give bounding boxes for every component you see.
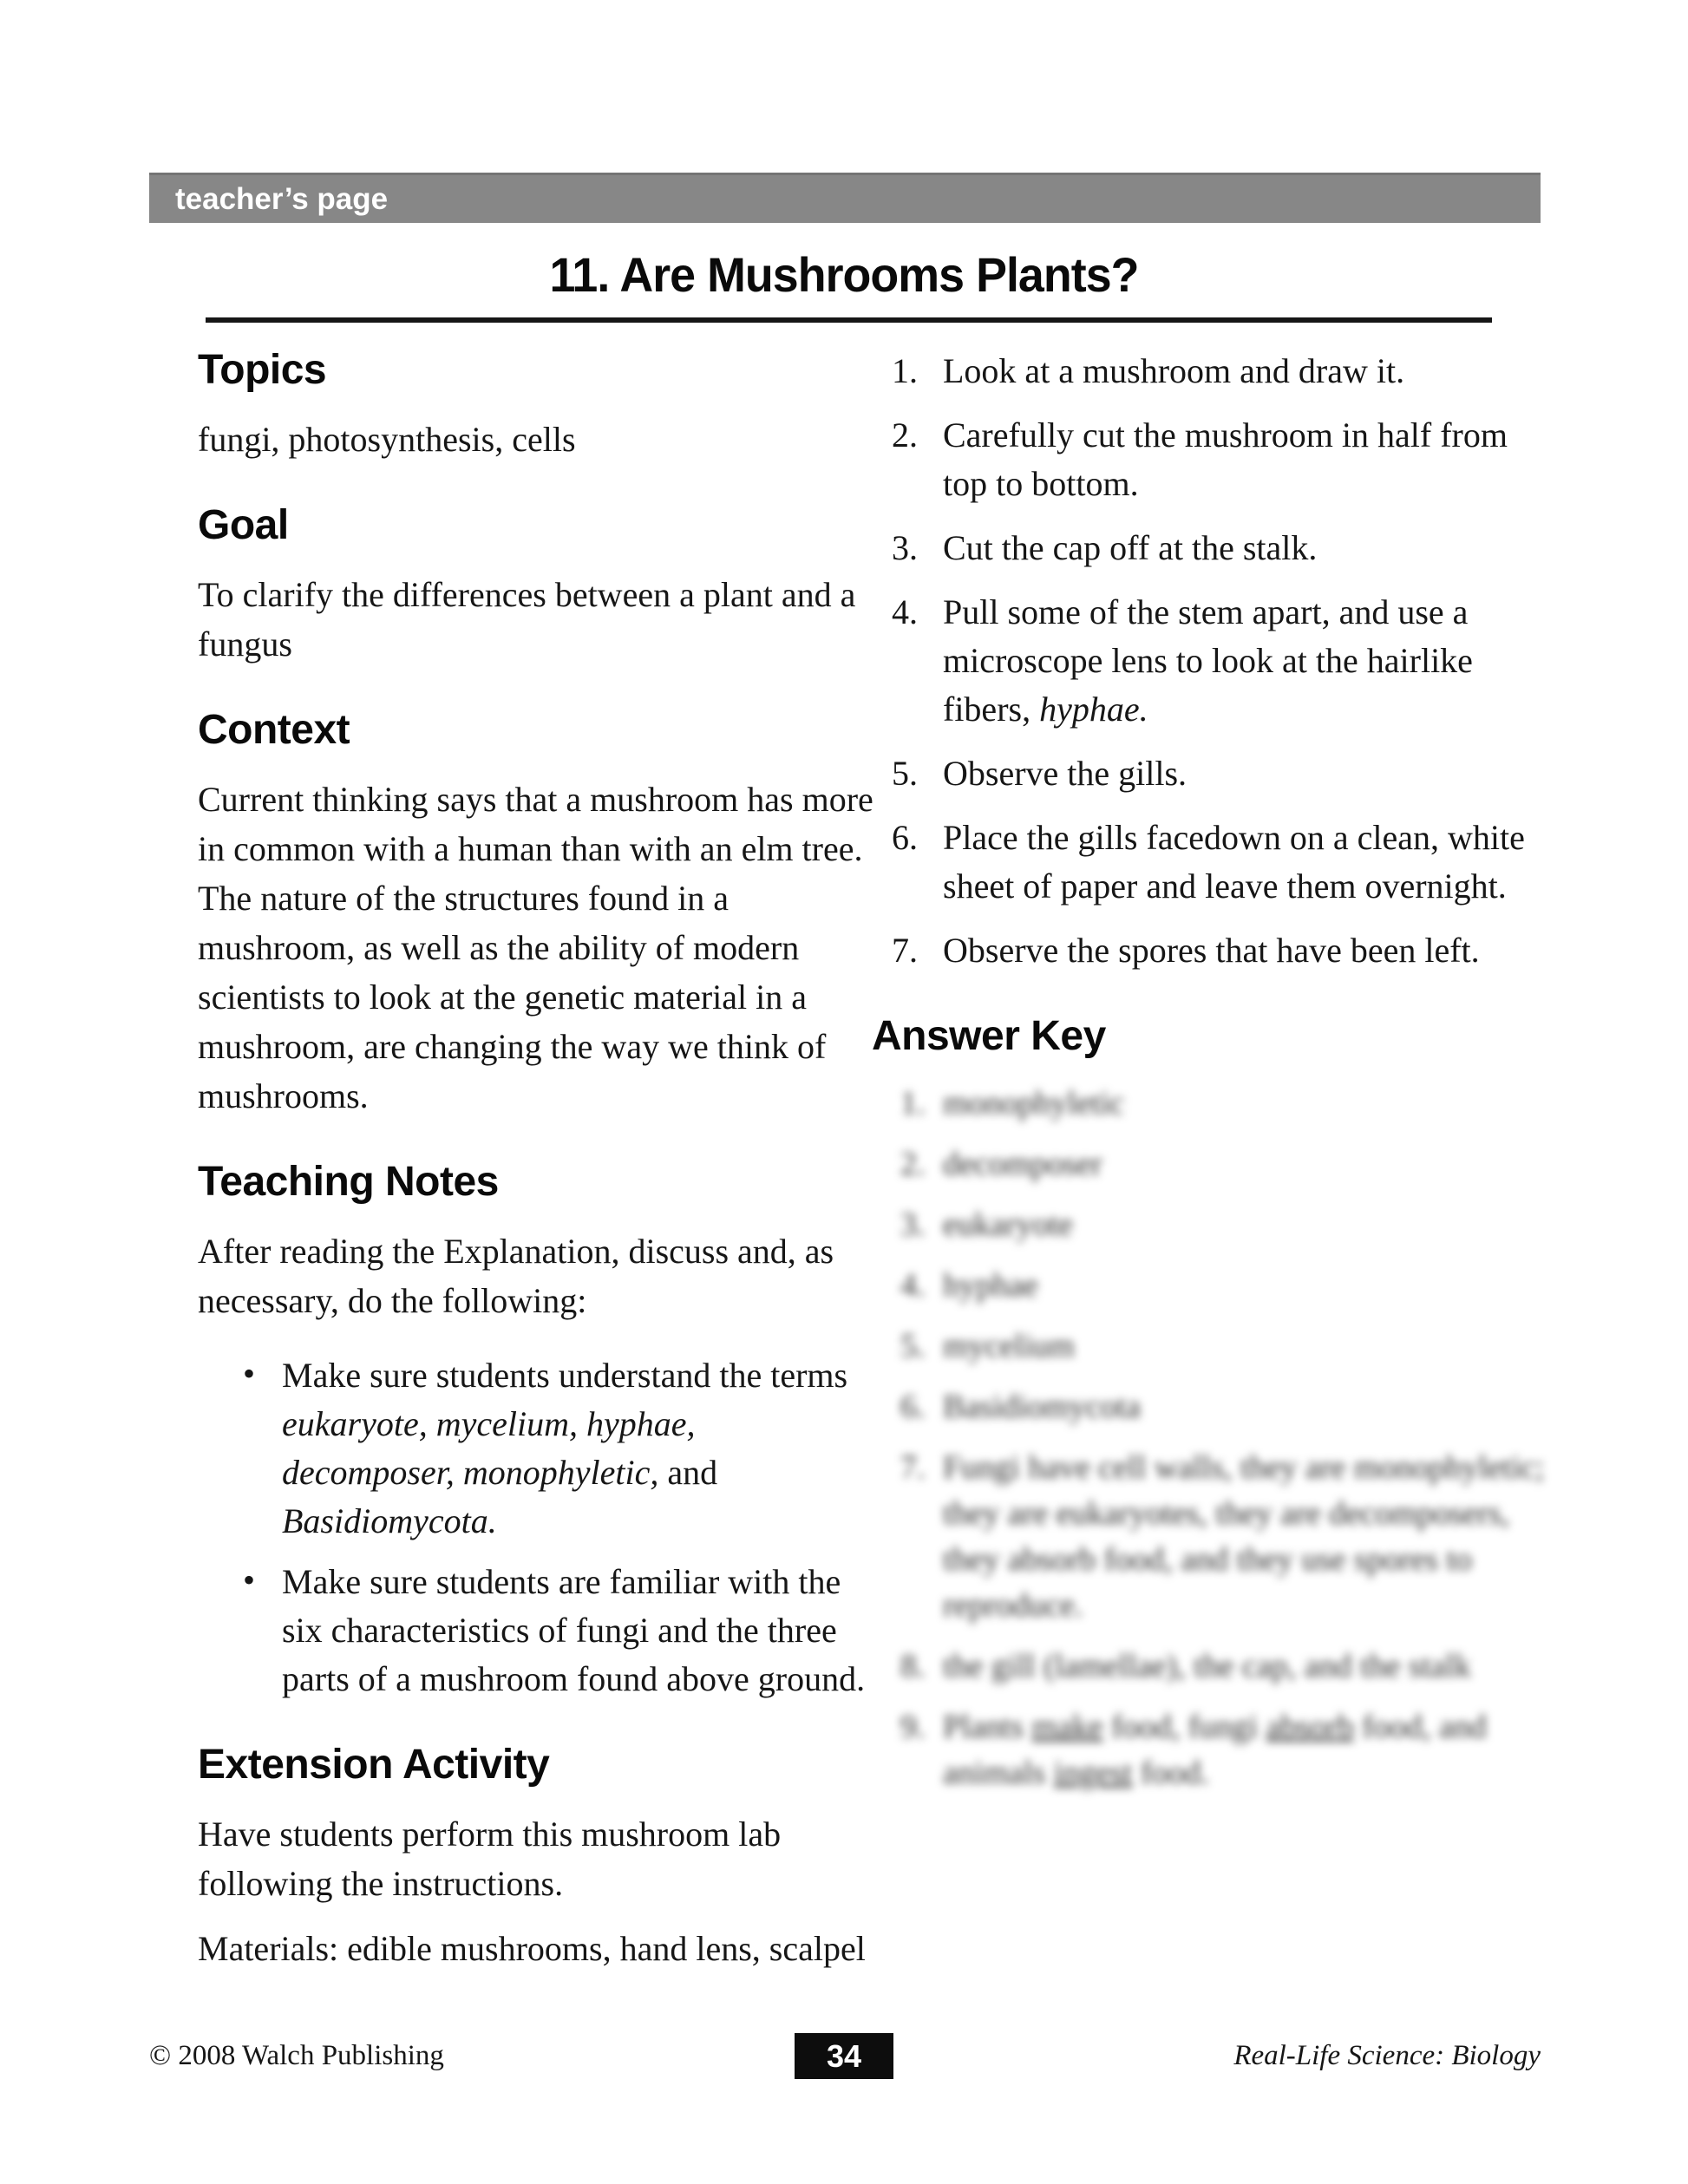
section-heading-teaching-notes: Teaching Notes — [198, 1159, 499, 1205]
answer-key-item — [872, 1263, 1553, 1309]
procedure-step-text: Cut the cap off at the stalk. — [943, 528, 1318, 567]
answer-key-item-text: ingest — [1053, 1755, 1133, 1791]
procedure-step-list — [872, 347, 1553, 975]
answer-key-item-text: eukaryote — [943, 1206, 1073, 1243]
answer-key-item-text: food, fungi — [1102, 1709, 1266, 1745]
bullet-item-text: and — [658, 1453, 718, 1492]
answer-key-item — [872, 1384, 1553, 1430]
procedure-step-text: Carefully cut the mushroom in half from top to bottom. — [943, 415, 1508, 503]
procedure-step-text: Observe the gills. — [943, 754, 1187, 793]
bullet-item-text: eukaryote, mycelium, hyphae, decomposer, monophyletic, — [282, 1404, 696, 1492]
answer-key-item-marker: 1. — [900, 1085, 926, 1121]
section-heading-context: Context — [198, 707, 350, 753]
bullet-item-text: Make sure students understand the terms — [282, 1356, 848, 1395]
answer-key-item-marker: 2. — [900, 1146, 926, 1182]
extension-materials: Materials: edible mushrooms, hand lens, scalpel — [198, 1929, 866, 1968]
answer-key-item-text: food, and animals — [943, 1709, 1487, 1791]
procedure-step-text: hyphae. — [1039, 690, 1148, 729]
section-heading-goal: Goal — [198, 502, 289, 548]
answer-key-list — [872, 1081, 1553, 1796]
bullet-item-marker: • — [243, 1354, 256, 1393]
procedure-step-text: Place the gills facedown on a clean, white sheet of paper and leave them overnight. — [943, 818, 1525, 906]
procedure-step-marker: 4. — [892, 592, 918, 631]
section-heading-answer-key: Answer Key — [872, 1013, 1106, 1059]
teaching-notes-bullet-list — [198, 1351, 876, 1703]
bullet-item — [198, 1351, 876, 1546]
left-column — [198, 345, 876, 1989]
answer-key-item-marker: 3. — [900, 1206, 926, 1243]
answer-key-item-text: hyphae — [943, 1267, 1038, 1304]
procedure-step-marker: 3. — [892, 528, 918, 567]
answer-key-item-text: monophyletic — [943, 1085, 1124, 1121]
answer-key-item-text: absorb — [1266, 1709, 1354, 1745]
procedure-step-marker: 7. — [892, 931, 918, 970]
answer-key-item-marker: 8. — [900, 1648, 926, 1684]
answer-key-item-text: Fungi have cell walls, they are monophyletic; they are eukaryotes, they are decomposers, they absorb food, and they use spores to reproduce. — [943, 1449, 1545, 1624]
footer-copyright: © 2008 Walch Publishing — [149, 2040, 444, 2071]
procedure-step — [872, 814, 1553, 911]
right-column — [872, 345, 1553, 1811]
answer-key-item — [872, 1202, 1553, 1248]
answer-key-item-marker: 4. — [900, 1267, 926, 1304]
footer-book-title: Real-Life Science: Biology — [1233, 2040, 1541, 2071]
procedure-step — [872, 749, 1553, 798]
procedure-step — [872, 411, 1553, 508]
procedure-step-marker: 5. — [892, 754, 918, 793]
procedure-step-text: Look at a mushroom and draw it. — [943, 351, 1405, 390]
answer-key-item-marker: 7. — [900, 1449, 926, 1486]
title-rule — [206, 317, 1492, 323]
answer-key-item-text: mycelium — [943, 1328, 1075, 1364]
answer-key-item — [872, 1644, 1553, 1690]
procedure-step-marker: 2. — [892, 415, 918, 454]
procedure-step-text: Pull some of the stem apart, and use a microscope lens to look at the hairlike fibers, — [943, 592, 1473, 729]
procedure-step — [872, 926, 1553, 975]
procedure-step — [872, 588, 1553, 734]
goal-body: To clarify the differences between a plant and a fungus — [198, 575, 856, 664]
teaching-notes-intro: After reading the Explanation, discuss and, as necessary, do the following: — [198, 1232, 834, 1320]
bullet-item-text: Basidiomycota. — [282, 1501, 497, 1540]
topics-body: fungi, photosynthesis, cells — [198, 420, 576, 459]
answer-key-item-text: decomposer — [943, 1146, 1102, 1182]
section-heading-extension-activity: Extension Activity — [198, 1742, 550, 1788]
procedure-step-marker: 1. — [892, 351, 918, 390]
procedure-step-text: Observe the spores that have been left. — [943, 931, 1480, 970]
teacher-page-banner — [149, 173, 1541, 223]
bullet-item-text: Make sure students are familiar with the six characteristics of fungi and the three parts of a mushroom found above ground. — [282, 1562, 866, 1698]
bullet-item — [198, 1558, 876, 1703]
procedure-step — [872, 347, 1553, 396]
page-number: 34 — [826, 2037, 862, 2074]
answer-key-item-marker: 9. — [900, 1709, 926, 1745]
answer-key-item — [872, 1324, 1553, 1370]
answer-key-item — [872, 1445, 1553, 1629]
answer-key-item — [872, 1081, 1553, 1127]
answer-key-item — [872, 1141, 1553, 1187]
answer-key-item-text: food. — [1132, 1755, 1210, 1791]
bullet-item-marker: • — [243, 1560, 256, 1599]
answer-key-item — [872, 1704, 1553, 1796]
answer-key-item-text: Plants — [943, 1709, 1032, 1745]
answer-key-item-text: the gill (lamellae), the cap, and the stalk — [943, 1648, 1471, 1684]
context-body: Current thinking says that a mushroom has more in common with a human than with an elm tree. The nature of the structures found in a mushroom, as well as the ability of modern scientists to look at the genetic material in a mushroom, are changing the way we think of mushrooms. — [198, 780, 873, 1115]
extension-body: Have students perform this mushroom lab following the instructions. — [198, 1815, 782, 1903]
banner-label: teacher’s page — [175, 181, 389, 216]
answer-key-item-text: Basidiomycota — [943, 1389, 1141, 1425]
answer-key-item-text: make — [1031, 1709, 1103, 1745]
answer-key-item-marker: 5. — [900, 1328, 926, 1364]
procedure-step-marker: 6. — [892, 818, 918, 857]
section-heading-topics: Topics — [198, 347, 327, 393]
page-number-box — [795, 2033, 893, 2079]
page-title: 11. Are Mushrooms Plants? — [549, 247, 1139, 302]
procedure-step — [872, 524, 1553, 572]
answer-key-item-marker: 6. — [900, 1389, 926, 1425]
